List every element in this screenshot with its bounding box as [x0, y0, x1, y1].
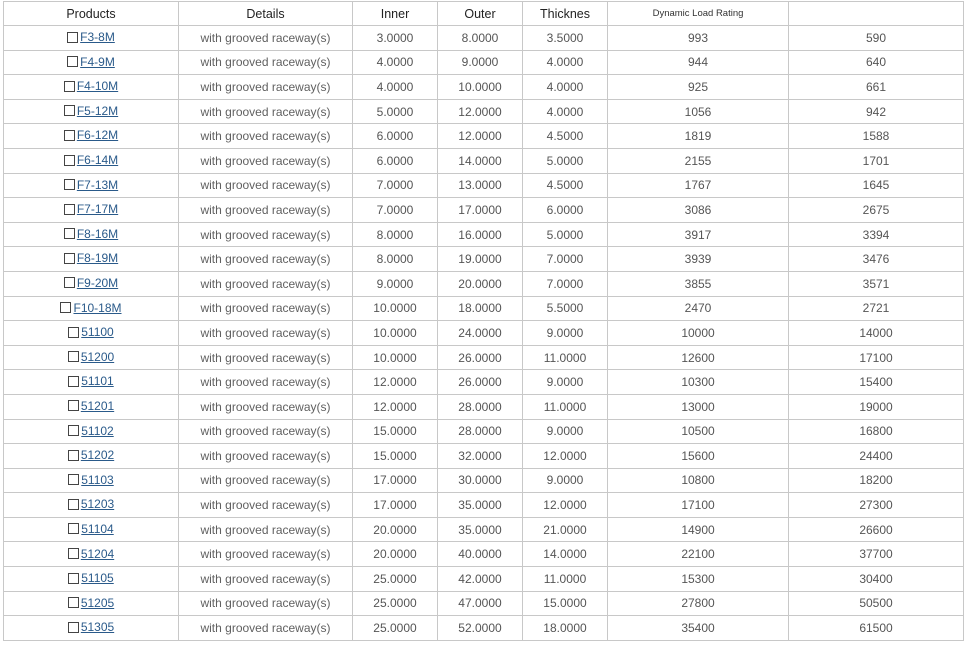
- product-entry: [64, 227, 118, 241]
- inner-cell: 17.0000: [353, 493, 438, 518]
- product-cell: [4, 222, 179, 247]
- static-load-cell: 3571: [789, 271, 964, 296]
- product-cell: [4, 198, 179, 223]
- select-checkbox[interactable]: [64, 81, 75, 92]
- select-checkbox[interactable]: [68, 597, 79, 608]
- product-cell: [4, 271, 179, 296]
- product-cell: [4, 321, 179, 346]
- select-checkbox[interactable]: [68, 523, 79, 534]
- inner-cell: 8.0000: [353, 222, 438, 247]
- product-cell: [4, 173, 179, 198]
- product-cell: [4, 493, 179, 518]
- details-cell: with grooved raceway(s): [179, 26, 353, 51]
- static-load-cell: 942: [789, 99, 964, 124]
- outer-cell: 14.0000: [438, 148, 523, 173]
- static-load-cell: 30400: [789, 567, 964, 592]
- product-link[interactable]: F3-8M: [80, 30, 115, 45]
- product-entry: [68, 374, 113, 388]
- product-link[interactable]: F10-18M: [73, 300, 122, 315]
- thickness-cell: 3.5000: [523, 26, 608, 51]
- table-row: [4, 345, 964, 370]
- details-cell: with grooved raceway(s): [179, 222, 353, 247]
- product-entry: [64, 153, 118, 167]
- static-load-cell: 50500: [789, 591, 964, 616]
- inner-cell: 17.0000: [353, 468, 438, 493]
- outer-cell: 47.0000: [438, 591, 523, 616]
- thickness-cell: 6.0000: [523, 198, 608, 223]
- product-entry: [68, 497, 114, 511]
- thickness-cell: 12.0000: [523, 444, 608, 469]
- table-row: [4, 296, 964, 321]
- select-checkbox[interactable]: [68, 548, 79, 559]
- outer-cell: 24.0000: [438, 321, 523, 346]
- product-link[interactable]: 51201: [80, 398, 115, 413]
- outer-cell: 26.0000: [438, 370, 523, 395]
- product-link[interactable]: F9-20M: [76, 275, 119, 290]
- product-link[interactable]: F7-17M: [76, 202, 119, 217]
- thickness-cell: 5.0000: [523, 148, 608, 173]
- product-entry: [64, 251, 118, 265]
- product-link[interactable]: 51305: [80, 620, 115, 635]
- static-load-cell: 1645: [789, 173, 964, 198]
- product-entry: [68, 596, 114, 610]
- product-cell: [4, 247, 179, 272]
- select-checkbox[interactable]: [64, 105, 75, 116]
- thickness-cell: 9.0000: [523, 419, 608, 444]
- thickness-cell: 12.0000: [523, 493, 608, 518]
- header-static-load-rating[interactable]: [789, 2, 964, 26]
- select-checkbox[interactable]: [64, 277, 75, 288]
- product-entry: [68, 399, 114, 413]
- thickness-cell: 15.0000: [523, 591, 608, 616]
- select-checkbox[interactable]: [64, 204, 75, 215]
- product-entry: [64, 276, 118, 290]
- product-link[interactable]: 51204: [80, 546, 115, 561]
- details-cell: with grooved raceway(s): [179, 370, 353, 395]
- product-entry: [68, 325, 113, 339]
- product-cell: [4, 296, 179, 321]
- static-load-cell: 590: [789, 26, 964, 51]
- details-cell: with grooved raceway(s): [179, 591, 353, 616]
- table-row: [4, 75, 964, 100]
- header-thickness[interactable]: Thicknes: [523, 2, 608, 26]
- dynamic-load-cell: 13000: [608, 394, 789, 419]
- details-cell: with grooved raceway(s): [179, 173, 353, 198]
- select-checkbox[interactable]: [68, 499, 79, 510]
- inner-cell: 8.0000: [353, 247, 438, 272]
- outer-cell: 35.0000: [438, 517, 523, 542]
- product-entry: [68, 473, 113, 487]
- select-checkbox[interactable]: [64, 228, 75, 239]
- thickness-cell: 4.0000: [523, 99, 608, 124]
- static-load-cell: 640: [789, 50, 964, 75]
- static-load-cell: 661: [789, 75, 964, 100]
- table-row: [4, 198, 964, 223]
- select-checkbox[interactable]: [68, 450, 79, 461]
- select-checkbox[interactable]: [64, 130, 75, 141]
- inner-cell: 25.0000: [353, 616, 438, 641]
- product-link[interactable]: F4-10M: [76, 79, 119, 94]
- inner-cell: 10.0000: [353, 296, 438, 321]
- thickness-cell: 4.0000: [523, 75, 608, 100]
- product-link[interactable]: F4-9M: [80, 54, 115, 69]
- dynamic-load-cell: 1767: [608, 173, 789, 198]
- select-checkbox[interactable]: [68, 400, 79, 411]
- inner-cell: 7.0000: [353, 173, 438, 198]
- inner-cell: 6.0000: [353, 148, 438, 173]
- static-load-cell: 2675: [789, 198, 964, 223]
- inner-cell: 15.0000: [353, 444, 438, 469]
- table-row: [4, 26, 964, 51]
- product-link[interactable]: F5-12M: [76, 103, 119, 118]
- product-entry: [67, 55, 115, 69]
- select-checkbox[interactable]: [68, 425, 79, 436]
- outer-cell: 28.0000: [438, 419, 523, 444]
- table-row: [4, 517, 964, 542]
- thickness-cell: 11.0000: [523, 567, 608, 592]
- details-cell: with grooved raceway(s): [179, 99, 353, 124]
- dynamic-load-cell: 10500: [608, 419, 789, 444]
- product-link[interactable]: F8-16M: [76, 226, 119, 241]
- dynamic-load-cell: 14900: [608, 517, 789, 542]
- product-cell: [4, 468, 179, 493]
- inner-cell: 20.0000: [353, 542, 438, 567]
- outer-cell: 13.0000: [438, 173, 523, 198]
- table-row: [4, 99, 964, 124]
- details-cell: with grooved raceway(s): [179, 148, 353, 173]
- select-checkbox[interactable]: [64, 155, 75, 166]
- inner-cell: 10.0000: [353, 321, 438, 346]
- static-load-cell: 3476: [789, 247, 964, 272]
- product-link[interactable]: F8-19M: [76, 251, 119, 266]
- product-entry: [68, 424, 113, 438]
- table-row: [4, 321, 964, 346]
- thickness-cell: 4.0000: [523, 50, 608, 75]
- dynamic-load-cell: 27800: [608, 591, 789, 616]
- inner-cell: 9.0000: [353, 271, 438, 296]
- thickness-cell: 9.0000: [523, 370, 608, 395]
- table-row: [4, 148, 964, 173]
- product-entry: [68, 350, 114, 364]
- dynamic-load-cell: 3939: [608, 247, 789, 272]
- inner-cell: 6.0000: [353, 124, 438, 149]
- outer-cell: 19.0000: [438, 247, 523, 272]
- product-entry: [64, 202, 118, 216]
- product-cell: [4, 394, 179, 419]
- dynamic-load-cell: 15600: [608, 444, 789, 469]
- details-cell: with grooved raceway(s): [179, 75, 353, 100]
- product-link[interactable]: F7-13M: [76, 177, 119, 192]
- dynamic-load-cell: 15300: [608, 567, 789, 592]
- product-cell: [4, 50, 179, 75]
- outer-cell: 35.0000: [438, 493, 523, 518]
- table-row: [4, 50, 964, 75]
- outer-cell: 28.0000: [438, 394, 523, 419]
- select-checkbox[interactable]: [68, 573, 79, 584]
- static-load-cell: 19000: [789, 394, 964, 419]
- product-link[interactable]: 51104: [81, 521, 114, 536]
- outer-cell: 32.0000: [438, 444, 523, 469]
- thickness-cell: 11.0000: [523, 345, 608, 370]
- product-cell: [4, 148, 179, 173]
- table-row: [4, 247, 964, 272]
- outer-cell: 9.0000: [438, 50, 523, 75]
- table-row: [4, 444, 964, 469]
- table-row: [4, 370, 964, 395]
- select-checkbox[interactable]: [68, 351, 79, 362]
- table-row: [4, 468, 964, 493]
- thickness-cell: 5.5000: [523, 296, 608, 321]
- static-load-cell: 27300: [789, 493, 964, 518]
- thickness-cell: 7.0000: [523, 247, 608, 272]
- static-load-cell: 18200: [789, 468, 964, 493]
- header-details[interactable]: Details: [179, 2, 353, 26]
- select-checkbox[interactable]: [67, 56, 78, 67]
- product-cell: [4, 345, 179, 370]
- static-load-cell: 2721: [789, 296, 964, 321]
- static-load-cell: 15400: [789, 370, 964, 395]
- static-load-cell: 1588: [789, 124, 964, 149]
- product-link[interactable]: 51203: [80, 497, 115, 512]
- product-entry: [68, 522, 113, 536]
- outer-cell: 16.0000: [438, 222, 523, 247]
- outer-cell: 30.0000: [438, 468, 523, 493]
- details-cell: with grooved raceway(s): [179, 567, 353, 592]
- static-load-cell: 24400: [789, 444, 964, 469]
- outer-cell: 20.0000: [438, 271, 523, 296]
- table-row: [4, 394, 964, 419]
- product-link[interactable]: 51202: [80, 448, 115, 463]
- inner-cell: 25.0000: [353, 567, 438, 592]
- product-link[interactable]: 51200: [80, 349, 115, 364]
- product-cell: [4, 517, 179, 542]
- inner-cell: 15.0000: [353, 419, 438, 444]
- details-cell: with grooved raceway(s): [179, 542, 353, 567]
- select-checkbox[interactable]: [67, 32, 78, 43]
- product-cell: [4, 99, 179, 124]
- products-table: [3, 1, 964, 641]
- header-dynamic-load-rating[interactable]: Dynamic Load Rating: [608, 2, 789, 26]
- dynamic-load-cell: 10300: [608, 370, 789, 395]
- details-cell: with grooved raceway(s): [179, 247, 353, 272]
- outer-cell: 40.0000: [438, 542, 523, 567]
- inner-cell: 7.0000: [353, 198, 438, 223]
- product-link[interactable]: F6-12M: [76, 128, 119, 143]
- header-row: [4, 2, 964, 26]
- thickness-cell: 7.0000: [523, 271, 608, 296]
- details-cell: with grooved raceway(s): [179, 124, 353, 149]
- static-load-cell: 61500: [789, 616, 964, 641]
- table-row: [4, 591, 964, 616]
- dynamic-load-cell: 3855: [608, 271, 789, 296]
- select-checkbox[interactable]: [64, 253, 75, 264]
- dynamic-load-cell: 3917: [608, 222, 789, 247]
- dynamic-load-cell: 1056: [608, 99, 789, 124]
- thickness-cell: 4.5000: [523, 173, 608, 198]
- inner-cell: 25.0000: [353, 591, 438, 616]
- product-entry: [64, 104, 118, 118]
- dynamic-load-cell: 35400: [608, 616, 789, 641]
- table-row: [4, 173, 964, 198]
- product-entry: [68, 547, 114, 561]
- product-entry: [68, 571, 113, 585]
- inner-cell: 12.0000: [353, 394, 438, 419]
- static-load-cell: 3394: [789, 222, 964, 247]
- product-link[interactable]: 51105: [81, 571, 114, 586]
- static-load-cell: 26600: [789, 517, 964, 542]
- table-row: [4, 542, 964, 567]
- dynamic-load-cell: 17100: [608, 493, 789, 518]
- inner-cell: 3.0000: [353, 26, 438, 51]
- details-cell: with grooved raceway(s): [179, 321, 353, 346]
- details-cell: with grooved raceway(s): [179, 198, 353, 223]
- product-cell: [4, 124, 179, 149]
- static-load-cell: 1701: [789, 148, 964, 173]
- details-cell: with grooved raceway(s): [179, 394, 353, 419]
- product-link[interactable]: 51205: [80, 595, 115, 610]
- select-checkbox[interactable]: [68, 327, 79, 338]
- select-checkbox[interactable]: [64, 179, 75, 190]
- dynamic-load-cell: 12600: [608, 345, 789, 370]
- table-row: [4, 616, 964, 641]
- table-row: [4, 567, 964, 592]
- product-cell: [4, 542, 179, 567]
- select-checkbox[interactable]: [68, 622, 79, 633]
- product-entry: [64, 178, 118, 192]
- outer-cell: 42.0000: [438, 567, 523, 592]
- select-checkbox[interactable]: [68, 474, 79, 485]
- outer-cell: 17.0000: [438, 198, 523, 223]
- dynamic-load-cell: 1819: [608, 124, 789, 149]
- product-entry: [60, 301, 121, 315]
- product-cell: [4, 591, 179, 616]
- inner-cell: 4.0000: [353, 75, 438, 100]
- product-entry: [64, 128, 118, 142]
- details-cell: with grooved raceway(s): [179, 517, 353, 542]
- static-load-cell: 14000: [789, 321, 964, 346]
- dynamic-load-cell: 2155: [608, 148, 789, 173]
- thickness-cell: 21.0000: [523, 517, 608, 542]
- thickness-cell: 18.0000: [523, 616, 608, 641]
- table-row: [4, 222, 964, 247]
- header-inner[interactable]: Inner: [353, 2, 438, 26]
- product-link[interactable]: F6-14M: [76, 153, 119, 168]
- table-row: [4, 124, 964, 149]
- product-link[interactable]: 51103: [81, 472, 114, 487]
- inner-cell: 10.0000: [353, 345, 438, 370]
- product-cell: [4, 26, 179, 51]
- header-products[interactable]: Products: [4, 2, 179, 26]
- outer-cell: 52.0000: [438, 616, 523, 641]
- static-load-cell: 16800: [789, 419, 964, 444]
- product-cell: [4, 75, 179, 100]
- table-row: [4, 493, 964, 518]
- header-outer[interactable]: Outer: [438, 2, 523, 26]
- details-cell: with grooved raceway(s): [179, 444, 353, 469]
- product-link[interactable]: 51100: [81, 325, 114, 340]
- dynamic-load-cell: 3086: [608, 198, 789, 223]
- table-row: [4, 419, 964, 444]
- inner-cell: 4.0000: [353, 50, 438, 75]
- details-cell: with grooved raceway(s): [179, 616, 353, 641]
- product-link[interactable]: 51102: [81, 423, 114, 438]
- product-cell: [4, 616, 179, 641]
- outer-cell: 12.0000: [438, 124, 523, 149]
- dynamic-load-cell: 22100: [608, 542, 789, 567]
- thickness-cell: 4.5000: [523, 124, 608, 149]
- details-cell: with grooved raceway(s): [179, 271, 353, 296]
- thickness-cell: 14.0000: [523, 542, 608, 567]
- details-cell: with grooved raceway(s): [179, 296, 353, 321]
- thickness-cell: 9.0000: [523, 468, 608, 493]
- details-cell: with grooved raceway(s): [179, 468, 353, 493]
- thickness-cell: 9.0000: [523, 321, 608, 346]
- inner-cell: 12.0000: [353, 370, 438, 395]
- inner-cell: 5.0000: [353, 99, 438, 124]
- product-cell: [4, 419, 179, 444]
- table-row: [4, 271, 964, 296]
- static-load-cell: 37700: [789, 542, 964, 567]
- thickness-cell: 5.0000: [523, 222, 608, 247]
- dynamic-load-cell: 2470: [608, 296, 789, 321]
- outer-cell: 10.0000: [438, 75, 523, 100]
- product-entry: [68, 620, 114, 634]
- outer-cell: 26.0000: [438, 345, 523, 370]
- product-cell: [4, 567, 179, 592]
- details-cell: with grooved raceway(s): [179, 493, 353, 518]
- dynamic-load-cell: 944: [608, 50, 789, 75]
- thickness-cell: 11.0000: [523, 394, 608, 419]
- static-load-cell: 17100: [789, 345, 964, 370]
- product-cell: [4, 370, 179, 395]
- product-entry: [68, 448, 114, 462]
- dynamic-load-cell: 10800: [608, 468, 789, 493]
- product-entry: [64, 79, 118, 93]
- product-entry: [67, 30, 115, 44]
- inner-cell: 20.0000: [353, 517, 438, 542]
- product-link[interactable]: 51101: [81, 374, 114, 389]
- outer-cell: 8.0000: [438, 26, 523, 51]
- product-cell: [4, 444, 179, 469]
- outer-cell: 12.0000: [438, 99, 523, 124]
- details-cell: with grooved raceway(s): [179, 419, 353, 444]
- dynamic-load-cell: 925: [608, 75, 789, 100]
- details-cell: with grooved raceway(s): [179, 50, 353, 75]
- details-cell: with grooved raceway(s): [179, 345, 353, 370]
- dynamic-load-cell: 10000: [608, 321, 789, 346]
- select-checkbox[interactable]: [68, 376, 79, 387]
- select-checkbox[interactable]: [60, 302, 71, 313]
- outer-cell: 18.0000: [438, 296, 523, 321]
- dynamic-load-cell: 993: [608, 26, 789, 51]
